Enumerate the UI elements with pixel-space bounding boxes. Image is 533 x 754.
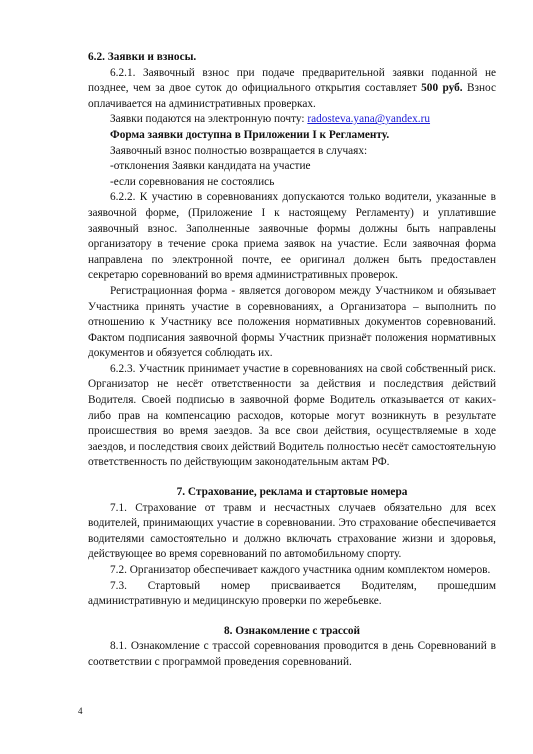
paragraph-7-2: 7.2. Организатор обеспечивает каждого участника одним комплектом номеров. <box>110 564 491 576</box>
email-line-text: Заявки подаются на электронную почту: <box>110 113 308 126</box>
paragraph-8-1: 8.1. Ознакомление с трассой соревнования проводится в день Соревнований в соответствии с программой проведения соревнований. <box>88 640 496 668</box>
refund-item-rejection: -отклонения Заявки кандидата на участие <box>110 160 311 173</box>
page-number: 4 <box>78 706 83 716</box>
paragraph-6-2-1-text: 6.2.1. Заявочный взнос при подаче предварительной заявки поданной не позднее, чем за двое суток до официального открытия составляет <box>88 66 496 95</box>
paragraph-6-2-1 <box>88 66 496 113</box>
paragraph-7-1: 7.1. Страхование от травм и несчастных случаев обязательно для всех водителей, принимающих участие в соревновании. Это страхование обеспечивается водителями самостоятельно и должно включать страхование жизни и здоровья, действующее во время соревнований по автомобильному спорту. <box>88 501 496 561</box>
paragraph-registration-form: Регистрационная форма - является договором между Участником и обязывает Участника принять участие в соревнованиях, а Организатора – выполнить по отношению к Участнику все положения нормативных документов соревнований. Фактом подписания заявочной формы Участник признаёт положения нормативных документов и обязуется соблюдать их. <box>88 284 496 360</box>
paragraph-6-2-3: 6.2.3. Участник принимает участие в соревнованиях на свой собственный риск. Организатор не несёт ответственности за действия и последствия действий Водителя. Своей подписью в заявочной форме Водитель отказывается от каких-либо прав на компенсацию расходов, которые могут возникнуть в результате происшествия во время заездов. За все свои действия, осуществляемые в ходе заездов, и последствия своих действий Водитель полностью несёт самостоятельную ответственность по действующим законодательным актам РФ. <box>88 362 496 469</box>
paragraph-6-2-1-rest: Взнос оплачивается на административных проверках. <box>88 82 496 110</box>
page-content <box>88 50 496 671</box>
email-line <box>88 112 496 128</box>
form-note: Форма заявки доступна в Приложении I к Регламенту. <box>110 128 390 141</box>
paragraph-7-3: 7.3. Стартовый номер присваивается Водителям, прошедшим административную и медицинскую проверки по жеребьевке. <box>88 579 496 608</box>
section-8-heading: 8. Ознакомление с трассой <box>223 624 361 637</box>
email-link[interactable]: radosteva.yana@yandex.ru <box>307 113 431 126</box>
refund-item-cancelled: -если соревнования не состоялись <box>110 175 275 188</box>
entry-fee-amount: 500 руб. <box>421 82 463 95</box>
section-6-2-heading: 6.2. Заявки и взносы. <box>88 51 197 63</box>
section-7-heading: 7. Страхование, реклама и стартовые номера <box>176 486 408 499</box>
refund-intro: Заявочный взнос полностью возвращается в случаях: <box>110 144 368 157</box>
paragraph-6-2-2: 6.2.2. К участию в соревнованиях допускаются только водители, указанные в заявочной форме, (Приложение I к настоящему Регламенту) и уплатившие заявочный взнос. Заполненные заявочные формы должны быть направлены организатору в течение срока приема заявок на участие. Если заявочная форма направлена по электронной почте, ее оригинал должен быть предоставлен секретарю соревнований во время административных проверок. <box>88 191 496 282</box>
